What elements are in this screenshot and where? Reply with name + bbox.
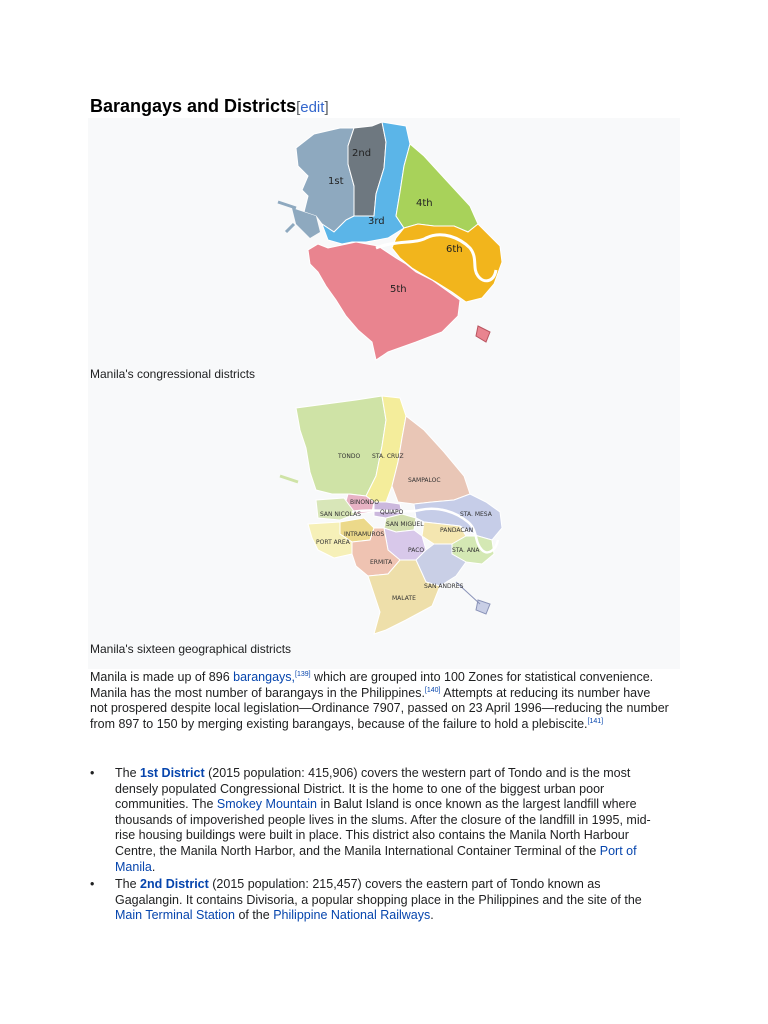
reference-139: [139] [295,670,311,678]
label-sta-ana: STA. ANA [452,547,480,554]
label-sta-mesa: STA. MESA [460,511,492,518]
district-6-label: 6th [446,244,463,255]
label-intramuros: INTRAMUROS [344,531,385,538]
tondo-breakwater [280,476,298,482]
congressional-districts-map[interactable] [256,120,512,364]
bullet-icon: • [90,877,95,892]
district-4-area [396,144,478,232]
label-san-nicolas: SAN NICOLAS [320,511,361,518]
geographical-districts-map[interactable] [256,390,512,638]
edit-link[interactable]: edit [300,99,325,116]
1st-district-link[interactable]: 1st District [140,766,205,780]
edit-section: [edit] [296,99,329,116]
district-5-islet [476,326,490,342]
label-sampaloc: SAMPALOC [408,477,441,484]
list-item-2nd-district: • The 2nd District (2015 population: 215,457) covers the eastern part of Tondo known as Gagalangin. It contains Divisoria, a popular shopping place in the Philippines and the site of the Main Terminal Station of the Philippine National Railways. [90,877,642,923]
2nd-district-link[interactable]: 2nd District [140,877,209,892]
port-of-manila-link[interactable]: Port of Manila [115,843,637,874]
label-malate: MALATE [392,595,416,602]
label-paco: PACO [408,547,425,554]
label-port-area: PORT AREA [316,539,350,546]
reference-140: [140] [424,686,441,694]
label-pandacan: PANDACAN [440,527,474,534]
label-san-andres: SAN ANDRES [424,583,464,590]
district-4-label: 4th [416,198,433,209]
label-ermita: ERMITA [370,559,393,566]
label-quiapo: QUIAPO [380,509,404,516]
label-binondo: BINONDO [350,499,379,506]
breakwater-south [286,224,294,232]
philippine-national-railways-link[interactable]: Philippine National Railways [273,908,431,923]
reference-141: [141] [587,717,604,725]
district-3-label: 3rd [368,216,385,227]
district-list [90,766,670,926]
district-1-label: 1st [328,176,344,187]
label-san-miguel: SAN MIGUEL [386,521,424,528]
district-2-label: 2nd [352,148,372,159]
section-title: Barangays and Districts [90,96,297,116]
bullet-icon: • [90,766,95,780]
main-terminal-station-link[interactable]: Main Terminal Station [115,908,235,923]
breakwater-north [278,202,296,208]
barangays-link[interactable]: barangays, [233,670,295,684]
section-heading [90,96,329,117]
label-tondo: TONDO [338,453,361,460]
district-5-label: 5th [390,284,407,295]
sampaloc-area [392,416,470,504]
figure2-caption: Manila's sixteen geographical districts [90,642,292,656]
list-item-1st-district: • The 1st District (2015 population: 415,906) covers the western part of Tondo and is the most densely populated Congressional District. It is the home to one of the biggest urban poor communities. The Smokey Mountain in Balut Island is once known as the largest landfill where thousands of impoverished people lives in the slums. After the closure of the landfill in 1995, mid-rise housing buildings were built in place. This district also contains the Manila North Harbour Centre, the Manila North Harbor, and the Manila International Container Terminal of the Port of Manila. [90,766,651,874]
label-sta-cruz: STA. CRUZ [372,453,404,460]
figure1-caption: Manila's congressional districts [90,367,256,381]
intro-paragraph: Manila is made up of 896 barangays,[139] which are grouped into 100 Zones for statistical convenience. Manila has the most number of barangays in the Philippines.[140] Attempts at reducing its number have not prospered despite local legislation—Ordinance 7907, passed on 23 April 1996—reducing the number from 897 to 150 by merging existing barangays, because of the failure to hold a plebiscite.[141] [90,670,669,731]
smokey-mountain-link[interactable]: Smokey Mountain [216,797,317,812]
tondo-area [296,396,386,496]
